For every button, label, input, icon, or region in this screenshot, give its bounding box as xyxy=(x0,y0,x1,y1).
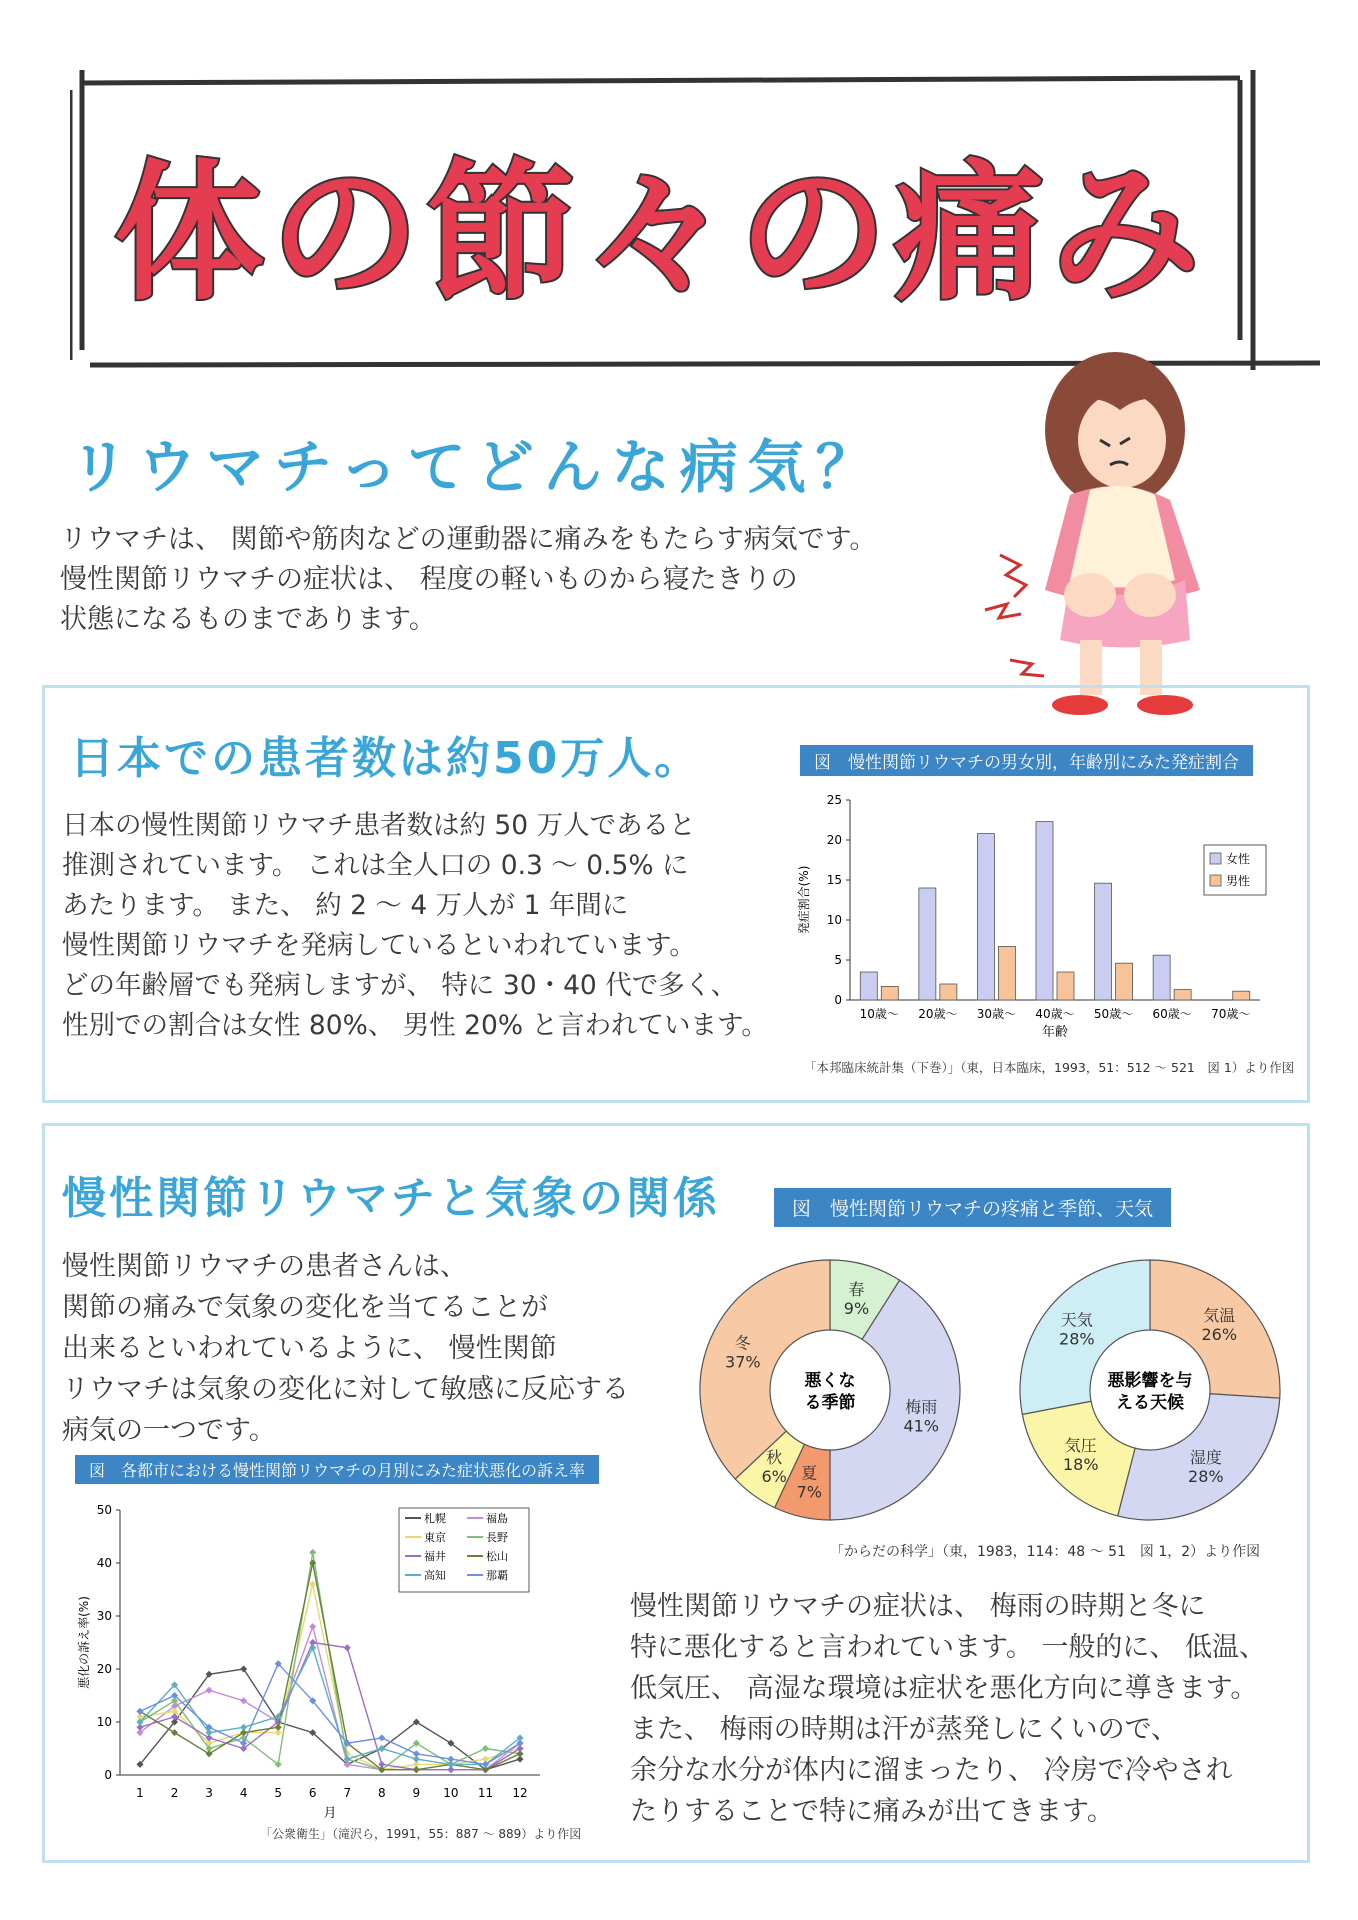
bar-女性 xyxy=(977,834,994,1000)
donut-center-label: 悪くな xyxy=(804,1371,856,1391)
series-point xyxy=(240,1665,247,1672)
series-line-札幌 xyxy=(140,1669,520,1770)
legend-swatch xyxy=(1210,853,1221,864)
legend-label: 男性 xyxy=(1226,874,1251,888)
x-tick-label: 10歳～ xyxy=(859,1007,899,1021)
x-tick-label: 1 xyxy=(136,1786,144,1800)
bar-男性 xyxy=(881,986,898,1000)
slice-label: 湿度 xyxy=(1189,1447,1222,1467)
donut-center-label: る季節 xyxy=(804,1393,856,1413)
weather-line: 病気の一つです。 xyxy=(62,1415,276,1446)
x-axis-label: 月 xyxy=(323,1806,337,1821)
fig1-caption: 図 慢性関節リウマチの男女別，年齢別にみた発症割合 xyxy=(800,745,1253,776)
legend-swatch xyxy=(1210,875,1221,886)
y-tick-label: 5 xyxy=(834,953,842,967)
bar-男性 xyxy=(1233,991,1250,1000)
y-tick-label: 25 xyxy=(826,793,842,807)
series-point xyxy=(240,1697,247,1704)
series-point xyxy=(378,1734,385,1741)
title-banner xyxy=(70,70,1320,370)
series-point xyxy=(136,1708,143,1715)
intro-paragraph xyxy=(60,520,876,640)
fig2-source: 「からだの科学」（東，1983，114：48 ～ 51 図 1，2）より作図 xyxy=(830,1544,1261,1560)
bar-男性 xyxy=(940,984,957,1000)
season-line: 特に悪化すると言われています。 一般的に、 低温、 xyxy=(630,1632,1267,1663)
series-line-福井 xyxy=(140,1643,520,1770)
y-tick-label: 0 xyxy=(834,993,842,1007)
x-tick-label: 12 xyxy=(512,1786,528,1800)
x-tick-label: 50歳～ xyxy=(1093,1007,1134,1021)
legend-label: 長野 xyxy=(486,1531,508,1544)
bar-女性 xyxy=(1095,883,1112,1000)
slice-label: 冬 xyxy=(734,1333,751,1353)
patients-line: 日本の慢性関節リウマチ患者数は約 50 万人であると xyxy=(62,810,696,841)
patients-line: 慢性関節リウマチを発病しているといわれています。 xyxy=(62,930,696,961)
legend-label: 松山 xyxy=(486,1550,508,1563)
x-tick-label: 5 xyxy=(274,1786,283,1800)
x-tick-label: 70歳～ xyxy=(1211,1007,1251,1021)
x-tick-label: 2 xyxy=(170,1786,179,1800)
legend-label: 東京 xyxy=(424,1531,446,1544)
legend-label: 那覇 xyxy=(486,1569,508,1582)
slice-label: 気温 xyxy=(1203,1305,1236,1325)
slice-label: 気圧 xyxy=(1064,1436,1097,1456)
weather-line: 関節の痛みで気象の変化を当てることが xyxy=(62,1292,548,1323)
bar-男性 xyxy=(1174,990,1191,1000)
patients-line: どの年齢層でも発病しますが、 特に 30・40 代で多く、 xyxy=(62,970,738,1001)
slice-label: 春 xyxy=(848,1279,865,1299)
slice-pct: 41% xyxy=(903,1416,940,1436)
x-tick-label: 40歳～ xyxy=(1035,1007,1075,1021)
weather-line: 慢性関節リウマチの患者さんは、 xyxy=(62,1251,467,1282)
weather-heading: 慢性関節リウマチと気象の関係 xyxy=(62,1173,720,1224)
legend-label: 札幌 xyxy=(424,1512,446,1525)
bar-男性 xyxy=(1116,963,1133,1000)
fig3-caption: 図 各都市における慢性関節リウマチの月別にみた症状悪化の訴え率 xyxy=(75,1455,599,1484)
slice-pct: 26% xyxy=(1201,1324,1238,1344)
fig2-caption: 図 慢性関節リウマチの疼痛と季節、天気 xyxy=(774,1188,1171,1227)
y-tick-label: 0 xyxy=(104,1768,112,1782)
slice-pct: 18% xyxy=(1062,1455,1099,1475)
series-point xyxy=(309,1623,316,1630)
slice-label: 夏 xyxy=(801,1463,818,1483)
x-tick-label: 60歳～ xyxy=(1152,1007,1192,1021)
y-tick-label: 15 xyxy=(826,873,842,887)
y-axis-label: 発症割合(%) xyxy=(797,865,811,935)
x-tick-label: 10 xyxy=(443,1786,459,1800)
y-tick-label: 10 xyxy=(96,1715,112,1729)
series-point xyxy=(413,1750,420,1757)
x-tick-label: 4 xyxy=(239,1786,248,1800)
series-point xyxy=(482,1745,489,1752)
bar-女性 xyxy=(860,972,877,1000)
bar-女性 xyxy=(919,888,936,1000)
bar-女性 xyxy=(1153,955,1170,1000)
series-point xyxy=(309,1644,316,1651)
patients-line: あたります。 また、 約 2 ～ 4 万人が 1 年間に xyxy=(62,890,629,921)
x-tick-label: 7 xyxy=(343,1786,352,1800)
slice-label: 秋 xyxy=(766,1447,783,1467)
slice-pct: 9% xyxy=(843,1298,870,1318)
donut-center-label: える天候 xyxy=(1116,1393,1184,1413)
season-line: また、 梅雨の時期は汗が蒸発しにくいので、 xyxy=(630,1714,1179,1745)
series-line-東京 xyxy=(140,1584,520,1770)
series-point xyxy=(413,1766,420,1773)
season-line: 余分な水分が体内に溜まったり、 冷房で冷やされ xyxy=(630,1755,1233,1786)
x-tick-label: 30歳～ xyxy=(976,1007,1017,1021)
weather-line: リウマチは気象の変化に対して敏感に反応する xyxy=(62,1374,629,1405)
bar-男性 xyxy=(998,946,1015,1000)
x-tick-label: 20歳～ xyxy=(918,1007,958,1021)
donut-center-label: 悪影響を与 xyxy=(1107,1371,1193,1391)
y-axis-label: 悪化の訴え率(%) xyxy=(77,1596,91,1689)
y-tick-label: 40 xyxy=(96,1556,112,1570)
x-tick-label: 6 xyxy=(308,1786,317,1800)
legend-label: 高知 xyxy=(424,1569,446,1582)
x-tick-label: 11 xyxy=(477,1786,494,1800)
patients-line: 推測されています。 これは全人口の 0.3 ～ 0.5% に xyxy=(62,850,689,881)
y-tick-label: 20 xyxy=(826,833,842,847)
slice-label: 天気 xyxy=(1060,1310,1093,1330)
x-tick-label: 9 xyxy=(412,1786,421,1800)
y-tick-label: 10 xyxy=(826,913,842,927)
series-point xyxy=(516,1750,523,1757)
monthly-line-chart xyxy=(60,1490,560,1825)
series-point xyxy=(206,1750,213,1757)
slice-pct: 28% xyxy=(1059,1329,1095,1349)
series-point xyxy=(344,1644,351,1651)
season-line: たりすることで特に痛みが出てきます。 xyxy=(630,1796,1114,1827)
legend-label: 女性 xyxy=(1226,852,1251,866)
series-point xyxy=(309,1581,316,1588)
slice-pct: 28% xyxy=(1188,1466,1224,1486)
knee-pain-illustration xyxy=(950,340,1330,730)
series-point xyxy=(206,1687,213,1694)
series-point xyxy=(309,1549,316,1556)
weather-line: 出来るといわれているように、 慢性関節 xyxy=(62,1333,557,1364)
y-tick-label: 30 xyxy=(96,1609,112,1623)
series-point xyxy=(447,1756,454,1763)
intro-line: 慢性関節リウマチの症状は、 程度の軽いものから寝たきりの xyxy=(60,564,798,595)
season-line: 慢性関節リウマチの症状は、 梅雨の時期と冬に xyxy=(630,1591,1206,1622)
fig1-source: 「本邦臨床統計集（下巻）」（東，日本臨床，1993，51：512 ～ 521 図 1）より作図 xyxy=(804,1060,1295,1075)
fig3-source: 「公衆衛生」（滝沢ら，1991，55：887 ～ 889）より作図 xyxy=(260,1827,582,1841)
slice-label: 梅雨 xyxy=(905,1397,938,1417)
legend-label: 福島 xyxy=(486,1512,508,1525)
series-point xyxy=(240,1740,247,1747)
bar-女性 xyxy=(1036,822,1053,1000)
x-tick-label: 8 xyxy=(377,1786,386,1800)
patients-line: 性別での割合は女性 80%、 男性 20% と言われています。 xyxy=(62,1010,768,1041)
intro-heading: リウマチってどんな病気？ xyxy=(70,433,884,501)
y-tick-label: 20 xyxy=(96,1662,112,1676)
legend-box xyxy=(399,1508,529,1592)
season-weather-donuts xyxy=(690,1235,1290,1535)
season-line: 低気圧、 高湿な環境は症状を悪化方向に導きます。 xyxy=(630,1673,1258,1704)
patients-heading: 日本での患者数は約50万人。 xyxy=(70,733,702,784)
slice-pct: 6% xyxy=(761,1466,787,1486)
bar-男性 xyxy=(1057,972,1074,1000)
y-tick-label: 50 xyxy=(96,1503,112,1517)
x-axis-label: 年齢 xyxy=(1041,1025,1069,1040)
slice-pct: 7% xyxy=(796,1482,822,1502)
x-tick-label: 3 xyxy=(205,1786,213,1800)
slice-pct: 37% xyxy=(725,1352,761,1372)
series-point xyxy=(171,1729,178,1736)
intro-line: 状態になるものまであります。 xyxy=(60,604,436,635)
onset-bar-chart xyxy=(790,785,1290,1055)
page-title: 体の節々の痛み xyxy=(113,147,1206,321)
weather-paragraph xyxy=(62,1246,629,1451)
season-paragraph xyxy=(630,1586,1266,1832)
intro-line: リウマチは、 関節や筋肉などの運動器に痛みをもたらす病気です。 xyxy=(60,524,877,555)
patients-paragraph xyxy=(62,806,768,1046)
legend-label: 福井 xyxy=(424,1550,446,1563)
series-point xyxy=(240,1724,247,1731)
